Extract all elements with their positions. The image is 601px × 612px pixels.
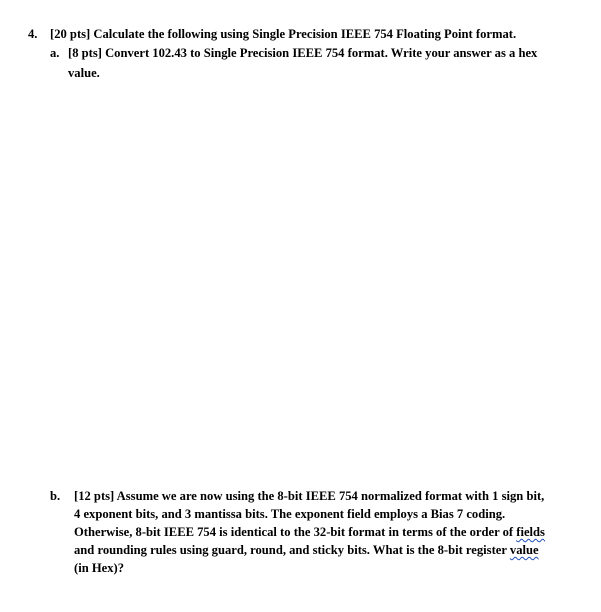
part-b-line-3 <box>74 524 545 540</box>
part-b-line-2: 4 exponent bits, and 3 mantissa bits. The exponent field employs a Bias 7 coding. <box>74 507 506 521</box>
part-a-line-2: value. <box>68 66 100 80</box>
question-number: 4. <box>28 27 38 41</box>
part-b-label: b. <box>50 489 61 503</box>
part-a-line-1: [8 pts] Convert 102.43 to Single Precision IEEE 754 format. Write your answer as a hex <box>68 46 538 60</box>
part-b-line-4-text: and rounding rules using guard, round, and sticky bits. What is the 8-bit register <box>74 543 507 557</box>
part-a-label: a. <box>50 46 60 60</box>
spellcheck-flagged-word: fields <box>516 525 545 539</box>
part-b-line-3-text: Otherwise, 8-bit IEEE 754 is identical to the 32-bit format in terms of the order of <box>74 525 514 539</box>
spellcheck-flagged-word: value <box>509 543 539 557</box>
part-b-line-4 <box>74 542 539 558</box>
part-b-line-5: (in Hex)? <box>74 561 125 575</box>
part-b-line-1: [12 pts] Assume we are now using the 8-bit IEEE 754 normalized format with 1 sign bit, <box>74 489 545 503</box>
question-title: [20 pts] Calculate the following using Single Precision IEEE 754 Floating Point format. <box>50 27 517 41</box>
